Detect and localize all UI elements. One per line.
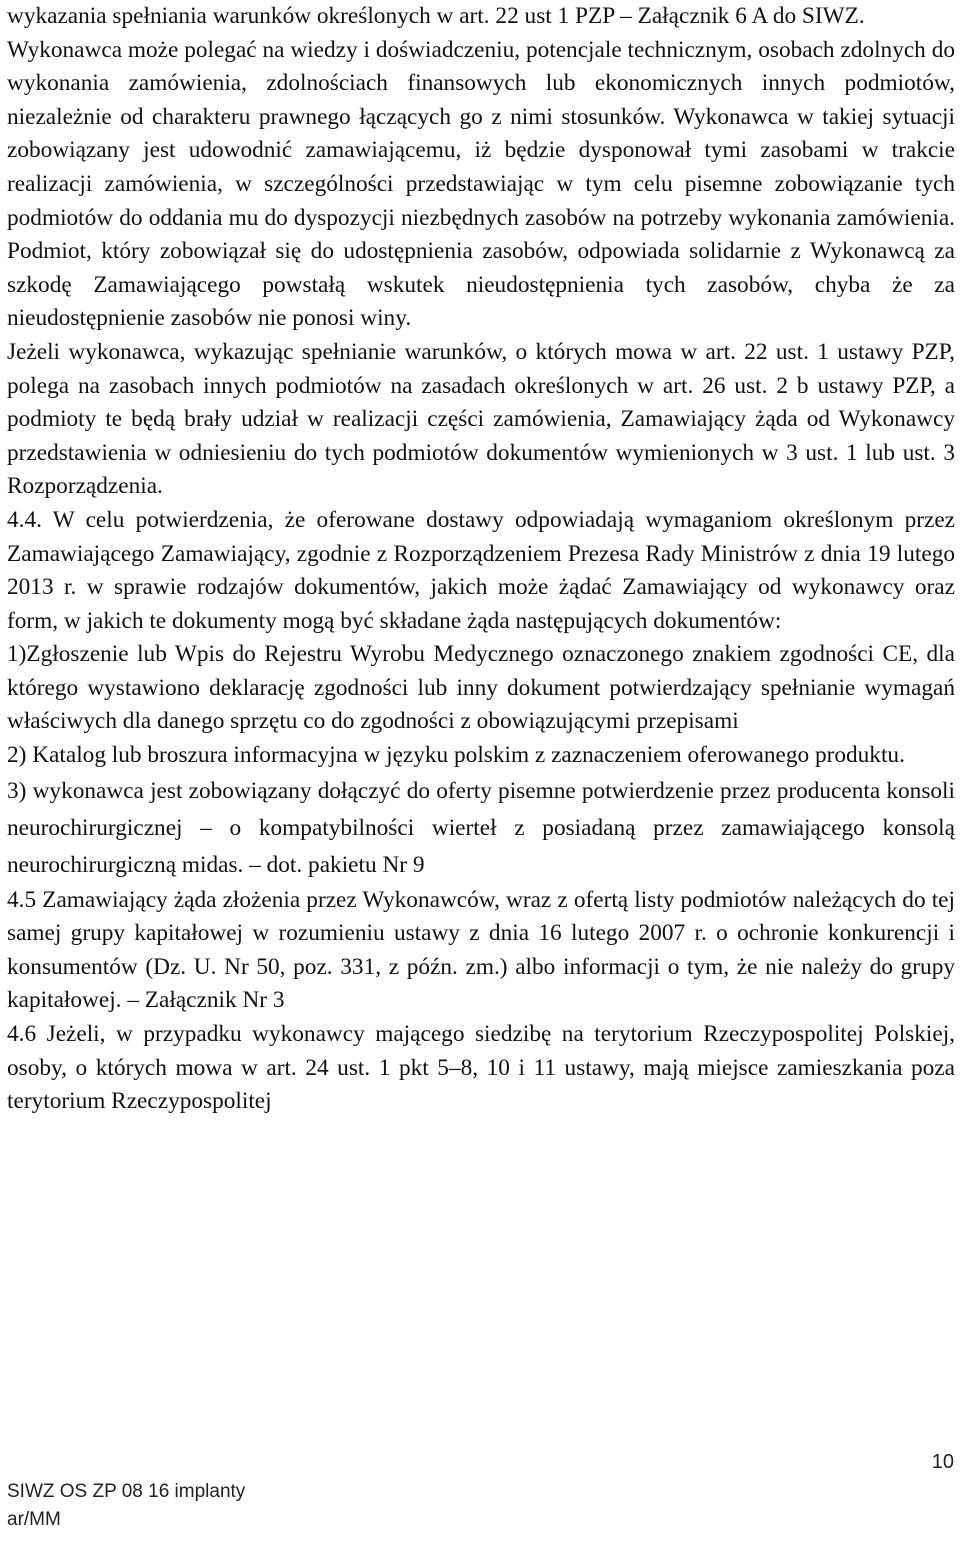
footer-initials: ar/MM <box>7 1509 61 1530</box>
page-number: 10 <box>931 1451 954 1473</box>
list-item-1-registration: 1)Zgłoszenie lub Wpis do Rejestru Wyrobu Medycznego oznaczonego znakiem zgodności CE, dla którego wystawiono deklarację zgodności lub inny dokument potwierdzający spełnianie wymagań właściwych dla danego sprzętu co do zgodności z obowiązującymi przepisami <box>7 641 955 735</box>
list-item-2-catalog: 2) Katalog lub broszura informacyjna w języku polskim z zaznaczeniem oferowanego produktu. <box>7 742 905 769</box>
paragraph-section-4-4: 4.4. W celu potwierdzenia, że oferowane dostawy odpowiadają wymaganiom określonym przez Zamawiającego Zamawiający, zgodnie z Rozporządzeniem Prezesa Rady Ministrów z dnia 19 lutego 2013 r. w sprawie rodzajów dokumentów, jakich może żądać Zamawiający od wykonawcy oraz form, w jakich te dokumenty mogą być składane żąda następujących dokumentów: <box>7 506 955 634</box>
document-body <box>7 0 955 1119</box>
footer <box>7 1478 245 1534</box>
paragraph-section-4-6: 4.6 Jeżeli, w przypadku wykonawcy mającego siedzibę na terytorium Rzeczypospolitej Polskiej, osoby, o których mowa w art. 24 ust. 1 pkt 5–8, 10 i 11 ustawy, mają miejsce zamieszkania poza terytorium Rzeczypospolitej <box>7 1021 955 1115</box>
footer-reference: SIWZ OS ZP 08 16 implanty <box>7 1481 246 1502</box>
paragraph-section-4-5: 4.5 Zamawiający żąda złożenia przez Wykonawców, wraz z ofertą listy podmiotów należących do tej samej grupy kapitałowej w rozumieniu ustawy z dnia 16 lutego 2007 r. o ochronie konkurencji i konsumentów (Dz. U. Nr 50, poz. 331, z późn. zm.) albo informacji o tym, że nie należy do grupy kapitałowej. – Załącznik Nr 3 <box>7 886 955 1014</box>
paragraph-third-party-resources: Wykonawca może polegać na wiedzy i doświadczeniu, potencjale technicznym, osobach zdolnych do wykonania zamówienia, zdolnościach finansowych lub ekonomicznych innych podmiotów, niezależnie od charakteru prawnego łączących go z nimi stosunków. Wykonawca w takiej sytuacji zobowiązany jest udowodnić zamawiającemu, iż będzie dysponował tymi zasobami w trakcie realizacji zamówienia, w szczególności przedstawiając w tym celu pisemne zobowiązanie tych podmiotów do oddania mu do dyspozycji niezbędnych zasobów na potrzeby wykonania zamówienia. Podmiot, który zobowiązał się do udostępnienia zasobów, odpowiada solidarnie z Wykonawcą za szkodę Zamawiającego powstałą wskutek nieudostępnienia tych zasobów, chyba że za nieudostępnienie zasobów nie ponosi winy. <box>7 36 955 332</box>
paragraph-subcontractor-documents: Jeżeli wykonawca, wykazując spełnianie warunków, o których mowa w art. 22 ust. 1 ustawy PZP, polega na zasobach innych podmiotów na zasadach określonych w art. 26 ust. 2 b ustawy PZP, a podmioty te będą brały udział w realizacji części zamówienia, Zamawiający żąda od Wykonawcy przedstawienia w odniesieniu do tych podmiotów dokumentów wymienionych w 3 ust. 1 lub ust. 3 Rozporządzenia. <box>7 338 955 500</box>
paragraph-conditions-reference: wykazania spełniania warunków określonych w art. 22 ust 1 PZP – Załącznik 6 A do SIWZ. <box>7 3 865 29</box>
list-item-3-confirmation: 3) wykonawca jest zobowiązany dołączyć do oferty pisemne potwierdzenie przez producenta konsoli neurochirurgicznej – o kompatybilności wierteł z posiadaną przez zamawiającego konsolą neurochirurgiczną midas. – dot. pakietu Nr 9 <box>7 777 955 878</box>
